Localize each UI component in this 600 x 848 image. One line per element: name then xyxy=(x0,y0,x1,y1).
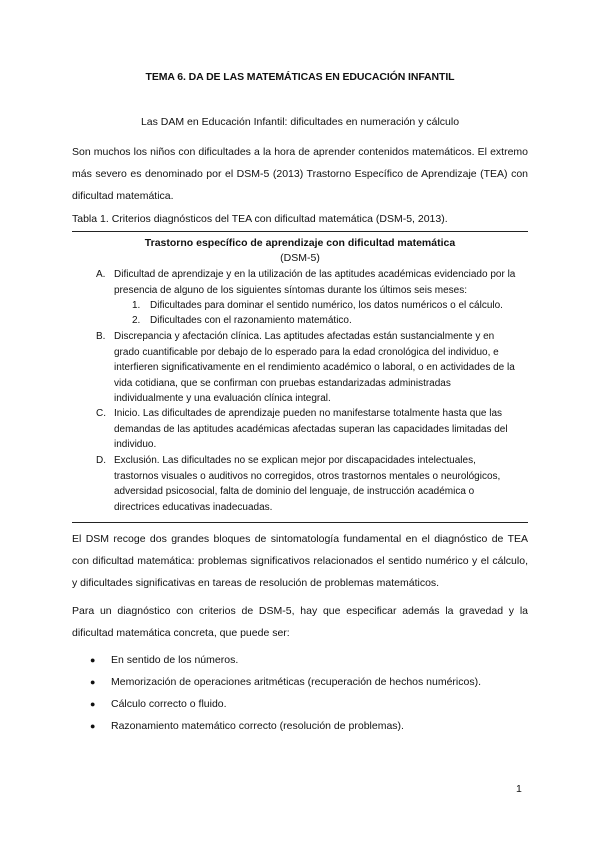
sub-item-number: 2. xyxy=(132,315,141,326)
bullet-icon: ● xyxy=(90,655,96,665)
criterion-letter: A. xyxy=(96,269,106,280)
criterion-b xyxy=(96,329,516,407)
bullet-icon: ● xyxy=(90,721,96,731)
table-title: Trastorno específico de aprendizaje con dificultad matemática xyxy=(144,237,456,249)
table-caption: Tabla 1. Criterios diagnósticos del TEA con dificultad matemática (DSM-5, 2013). xyxy=(72,213,448,225)
criterion-letter: B. xyxy=(96,331,106,342)
table-top-rule xyxy=(72,231,528,232)
section-subtitle: Las DAM en Educación Infantil: dificultades en numeración y cálculo xyxy=(140,116,460,128)
criterion-text: Exclusión. Las dificultades no se explican mejor por discapacidades intelectuales, trastornos visuales o auditivos no corregidos, otros trastornos mentales o neurológicos, adversidad psicosocial, falta de dominio del lenguaje, de instrucción académica o directrices educativas inadecuadas. xyxy=(114,455,501,513)
bullet-text: Razonamiento matemático correcto (resolución de problemas). xyxy=(111,720,404,732)
sub-item-number: 1. xyxy=(132,300,141,311)
bullet-text: Cálculo correcto o fluido. xyxy=(111,698,227,710)
criterion-c xyxy=(96,406,516,453)
criterion-d xyxy=(96,453,516,515)
bullet-icon: ● xyxy=(90,699,96,709)
body-paragraph: El DSM recoge dos grandes bloques de sintomatología fundamental en el diagnóstico de TEA con dificultad matemática: problemas significativos relacionados el sentido numérico y el cálculo, y dificultades significativas en tareas de resolución de problemas matemáticos. xyxy=(72,533,528,589)
bullet-item xyxy=(90,654,238,666)
intro-paragraph: Son muchos los niños con dificultades a la hora de aprender contenidos matemáticos. El extremo más severo es denominado por el DSM-5 (2013) Trastorno Específico de Aprendizaje (TEA) con dificultad matemática. xyxy=(72,146,528,202)
criterion-a xyxy=(96,267,516,298)
bullet-text: Memorización de operaciones aritméticas (recuperación de hechos numéricos). xyxy=(111,676,482,688)
table-source: (DSM-5) xyxy=(280,252,320,264)
page-title: TEMA 6. DA DE LAS MATEMÁTICAS EN EDUCACIÓN INFANTIL xyxy=(145,71,455,83)
criterion-text: Discrepancia y afectación clínica. Las aptitudes afectadas están sustancialmente y en grado cuantificable por debajo de lo esperado para la edad cronológica del individuo, e interfieren significativamente en el rendimiento académico o laboral, o en actividades de la vida cotidiana, que se confirman con pruebas estandarizadas administradas individualmente y una evaluación clínica integral. xyxy=(114,331,515,404)
page-number: 1 xyxy=(516,783,522,795)
bullet-icon: ● xyxy=(90,677,96,687)
bullet-item xyxy=(90,720,404,732)
criterion-letter: D. xyxy=(96,455,106,466)
table-bottom-rule xyxy=(72,522,528,523)
bullet-item xyxy=(90,676,481,688)
sub-item-text: Dificultades para dominar el sentido numérico, los datos numéricos o el cálculo. xyxy=(150,300,503,311)
criterion-text: Inicio. Las dificultades de aprendizaje pueden no manifestarse totalmente hasta que las demandas de las aptitudes académicas afectadas superan las capacidades limitadas del individuo. xyxy=(114,408,508,450)
sub-item-2 xyxy=(132,313,352,329)
criterion-text: Dificultad de aprendizaje y en la utilización de las aptitudes académicas evidenciado por la presencia de alguno de los siguientes síntomas durante los últimos seis meses: xyxy=(114,269,516,296)
sub-item-text: Dificultades con el razonamiento matemático. xyxy=(150,315,352,326)
bullet-item xyxy=(90,698,227,710)
sub-item-1 xyxy=(132,298,503,314)
body-paragraph: Para un diagnóstico con criterios de DSM-5, hay que especificar además la gravedad y la dificultad matemática concreta, que puede ser: xyxy=(72,605,528,639)
criterion-letter: C. xyxy=(96,408,106,419)
bullet-text: En sentido de los números. xyxy=(111,654,239,666)
